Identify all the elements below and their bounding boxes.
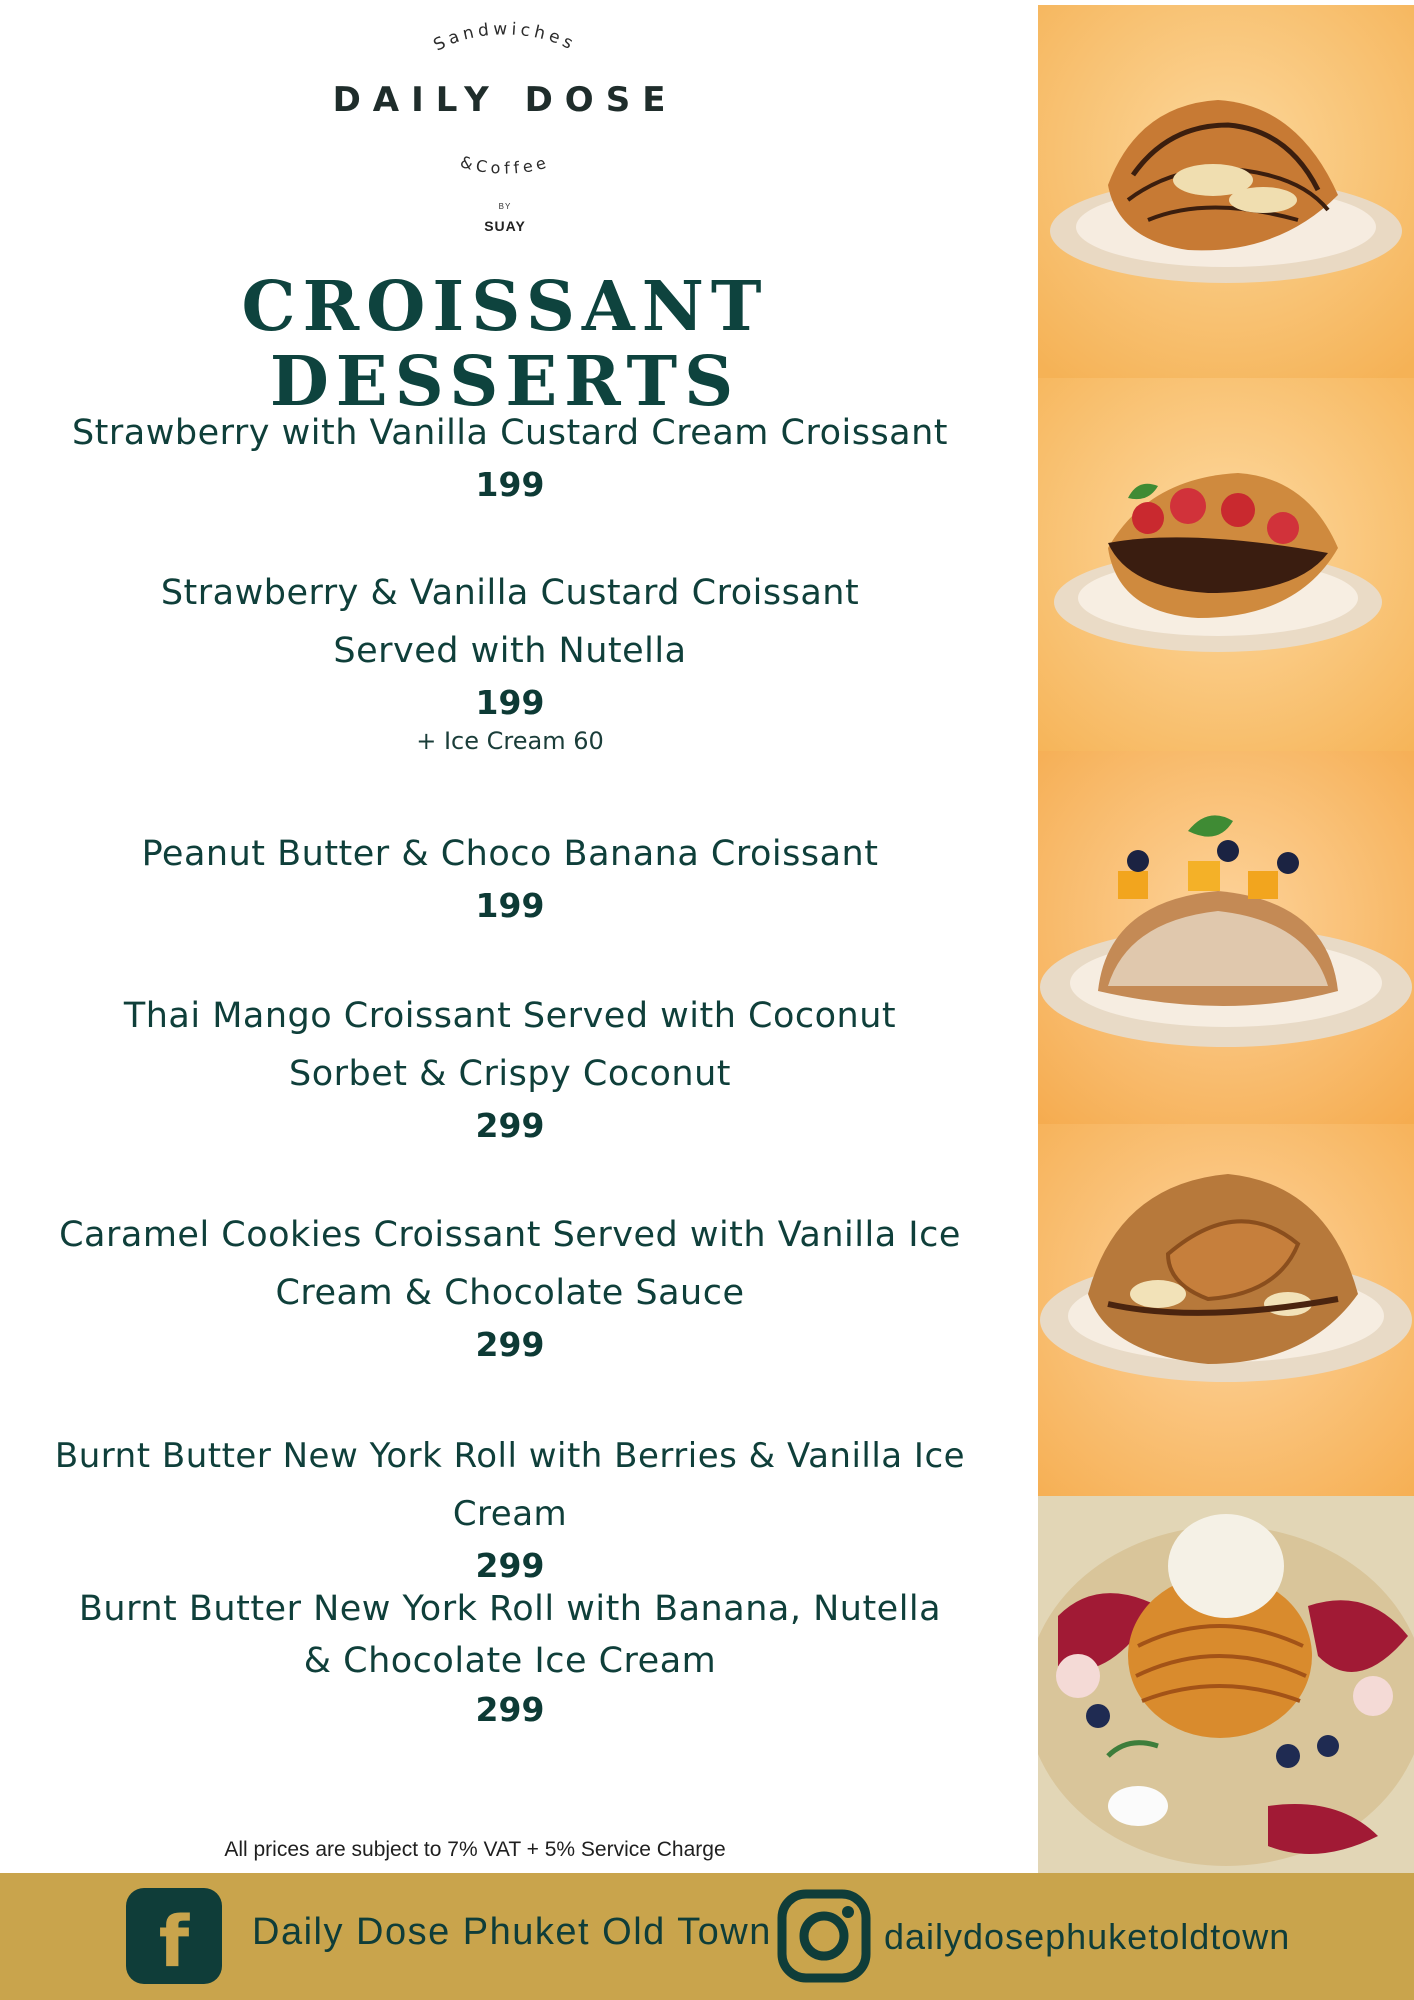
menu-item bbox=[0, 1583, 1020, 1733]
croissant-mango-coconut-photo bbox=[1038, 751, 1414, 1124]
instagram-handle[interactable]: dailydosephuketoldtown bbox=[884, 1916, 1291, 1957]
facebook-icon[interactable]: f bbox=[126, 1888, 222, 1984]
item-price: 199 bbox=[475, 886, 545, 925]
menu-item bbox=[0, 564, 1020, 756]
croissant-chocolate-banana-photo bbox=[1038, 5, 1414, 378]
item-price: 299 bbox=[475, 1690, 545, 1729]
item-price: 199 bbox=[475, 465, 545, 504]
brand-top-script: Sandwiches bbox=[430, 20, 580, 56]
menu-item bbox=[0, 987, 1020, 1149]
menu-item bbox=[0, 404, 1020, 508]
page-title: CROISSANT DESSERTS bbox=[241, 267, 769, 422]
item-name: Thai Mango Croissant Served with Coconut bbox=[123, 996, 897, 1036]
item-name: Peanut Butter & Choco Banana Croissant bbox=[141, 834, 879, 874]
menu-item bbox=[0, 825, 1020, 929]
item-price: 299 bbox=[475, 1546, 545, 1585]
item-name: & Chocolate Ice Cream bbox=[303, 1641, 717, 1681]
facebook-page-name[interactable]: Daily Dose Phuket Old Town bbox=[252, 1911, 772, 1953]
item-price: 199 bbox=[475, 683, 545, 722]
footer-bar bbox=[0, 1873, 1414, 2000]
menu-item bbox=[0, 1427, 1020, 1589]
item-name: Served with Nutella bbox=[333, 631, 687, 671]
brand-bottom-script: &Coffee bbox=[458, 152, 552, 178]
croissant-caramel-cookie-photo bbox=[1038, 1124, 1414, 1496]
croissant-strawberry-nutella-photo bbox=[1038, 378, 1414, 751]
brand-logo-arcs bbox=[325, 20, 685, 230]
brand-name: DAILY DOSE bbox=[332, 80, 678, 120]
brand-by-label: BY bbox=[498, 202, 512, 211]
item-price: 299 bbox=[475, 1106, 545, 1145]
brand-partner: SUAY bbox=[484, 218, 526, 234]
item-name: Burnt Butter New York Roll with Banana, Nutella bbox=[78, 1589, 942, 1629]
new-york-roll-ice-cream-photo bbox=[1038, 1496, 1414, 1873]
item-name: Strawberry with Vanilla Custard Cream Croissant bbox=[71, 413, 949, 453]
item-name: Caramel Cookies Croissant Served with Vanilla Ice bbox=[59, 1215, 961, 1255]
instagram-icon[interactable] bbox=[776, 1888, 872, 1984]
photo-column bbox=[1038, 5, 1414, 1873]
item-name: Burnt Butter New York Roll with Berries & Vanilla Ice Cream bbox=[54, 1436, 966, 1534]
item-name: Strawberry & Vanilla Custard Croissant bbox=[160, 573, 860, 613]
item-name: Cream & Chocolate Sauce bbox=[275, 1273, 745, 1313]
item-price: 299 bbox=[475, 1325, 545, 1364]
item-name: Sorbet & Crispy Coconut bbox=[289, 1054, 731, 1094]
item-addon: + Ice Cream 60 bbox=[416, 727, 604, 755]
vat-note: All prices are subject to 7% VAT + 5% Service Charge bbox=[224, 1838, 726, 1861]
menu-item bbox=[0, 1206, 1020, 1368]
brand-logo bbox=[325, 20, 685, 234]
